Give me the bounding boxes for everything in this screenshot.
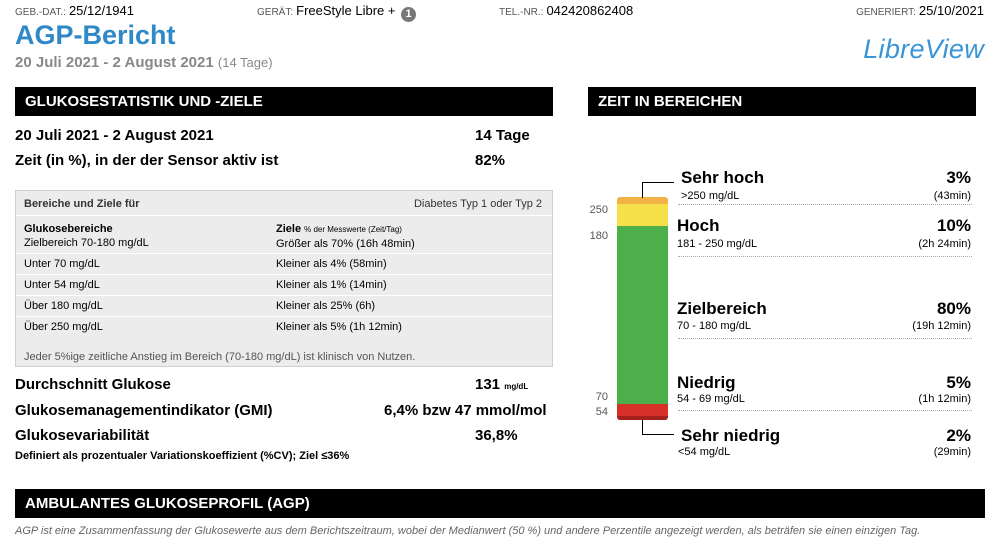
tir-percent: 80% (936, 299, 971, 318)
libreview-logo: LibreView (863, 34, 984, 64)
sensor-active-value: 82% (475, 152, 506, 169)
dotted-divider (678, 338, 972, 339)
range-cell: Über 250 mg/dL (24, 321, 103, 333)
tel-field (499, 3, 633, 19)
dotted-divider (678, 256, 972, 257)
goal-cell: Kleiner als 1% (14min) (276, 279, 387, 291)
avg-glucose-label: Durchschnitt Glukose (15, 376, 171, 393)
ranges-goals-table (15, 190, 553, 367)
table-row (16, 215, 552, 253)
ranges-title: Bereiche und Ziele für (24, 198, 140, 210)
connector-line (642, 434, 674, 435)
table-row (16, 316, 552, 337)
tir-label: Sehr niedrig (681, 426, 781, 445)
axis-tick-label: 54 (595, 406, 608, 418)
tir-duration: (19h 12min) (912, 320, 971, 332)
gmi-label: Glukosemanagementindikator (GMI) (15, 402, 273, 419)
report-date-range (15, 54, 273, 71)
tir-duration: (1h 12min) (918, 393, 971, 405)
table-row (16, 295, 552, 316)
tir-label: Hoch (677, 216, 720, 235)
dob-field (15, 3, 134, 19)
table-row (16, 274, 552, 295)
tir-percent: 5% (946, 373, 971, 392)
connector-line (642, 420, 643, 434)
time-in-range-bar (617, 197, 668, 420)
period-label: 20 Juli 2021 - 2 August 2021 (15, 127, 214, 144)
table-row (16, 253, 552, 274)
variability-label: Glukosevariabilität (15, 427, 150, 444)
tir-range: 70 - 180 mg/dL (677, 320, 751, 332)
ranges-note: Jeder 5%ige zeitliche Anstieg im Bereich (70-180 mg/dL) ist klinisch von Nutzen. (24, 351, 416, 363)
device-value: FreeStyle Libre + (296, 3, 396, 18)
tir-range: >250 mg/dL (681, 190, 740, 202)
generated-field (856, 3, 984, 19)
connector-line (642, 182, 643, 198)
segment-high (617, 204, 668, 226)
stats-section-header: GLUKOSESTATISTIK UND -ZIELE (15, 87, 553, 116)
sensor-active-label: Zeit (in %), in der der Sensor aktiv ist (15, 152, 279, 169)
segment-very-high (617, 197, 668, 204)
tir-range: 181 - 250 mg/dL (677, 238, 758, 250)
agp-section-header: AMBULANTES GLUKOSEPROFIL (AGP) (15, 489, 985, 518)
generated-value: 25/10/2021 (918, 3, 984, 18)
range-cell: Unter 54 mg/dL (24, 279, 100, 291)
gmi-value: 6,4% bzw 47 mmol/mol (384, 402, 547, 419)
agp-description: AGP ist eine Zusammenfassung der Glukosewerte aus dem Berichtszeitraum, wobei der Medianwert (50 %) und andere Perzentile angezeigt werden, als beträfen sie einen einzigen Tag. (15, 525, 921, 537)
avg-glucose-value (475, 376, 528, 393)
tir-label: Sehr hoch (681, 168, 765, 187)
tir-percent: 3% (946, 168, 971, 187)
tir-percent: 2% (946, 426, 971, 445)
tir-section-header: ZEIT IN BEREICHEN (588, 87, 976, 116)
goal-cell: Kleiner als 5% (1h 12min) (276, 321, 402, 333)
tir-range: <54 mg/dL (678, 446, 731, 458)
dob-value: 25/12/1941 (68, 3, 135, 18)
segment-low (617, 404, 668, 415)
tel-value: 042420862408 (546, 3, 634, 18)
device-field (257, 3, 416, 19)
axis-tick-label: 70 (595, 391, 608, 403)
tir-percent: 10% (936, 216, 971, 235)
col-header-ranges: Glukosebereiche (24, 223, 113, 235)
axis-tick-label: 250 (589, 204, 608, 216)
period-value: 14 Tage (475, 127, 530, 144)
tel-label: TEL.-NR.: (499, 7, 544, 18)
goal-cell: Kleiner als 4% (58min) (276, 258, 387, 270)
tir-label: Niedrig (677, 373, 736, 392)
col-header-goals: Ziele (276, 223, 302, 235)
device-count-badge[interactable]: 1 (401, 7, 416, 22)
date-range-text: 20 Juli 2021 - 2 August 2021 (15, 54, 214, 71)
dotted-divider (678, 410, 972, 411)
variability-value: 36,8% (475, 427, 518, 444)
segment-target (617, 226, 668, 404)
col-header-goals-note: % der Messwerte (Zeit/Tag) (304, 225, 402, 234)
dotted-divider (678, 204, 972, 205)
range-cell: Zielbereich 70-180 mg/dL (24, 237, 149, 249)
date-range-days: (14 Tage) (217, 55, 273, 70)
variability-note: Definiert als prozentualer Variationskoeffizient (%CV); Ziel ≤36% (15, 450, 350, 462)
dob-label: GEB.-DAT.: (15, 7, 66, 18)
report-title: AGP-Bericht (15, 20, 176, 50)
tir-range: 54 - 69 mg/dL (677, 393, 745, 405)
avg-glucose-number: 131 (475, 376, 501, 393)
generated-label: GENERIERT: (856, 7, 916, 18)
tir-label: Zielbereich (677, 299, 767, 318)
goal-cell: Kleiner als 25% (6h) (276, 300, 376, 312)
avg-glucose-unit: mg/dL (504, 382, 529, 391)
device-label: GERÄT: (257, 7, 294, 18)
range-cell: Unter 70 mg/dL (24, 258, 100, 270)
connector-line (642, 182, 674, 183)
goal-cell: Größer als 70% (16h 48min) (276, 238, 415, 250)
axis-tick-label: 180 (589, 230, 608, 242)
ranges-diabetes-type: Diabetes Typ 1 oder Typ 2 (413, 198, 542, 210)
range-cell: Über 180 mg/dL (24, 300, 103, 312)
tir-duration: (2h 24min) (918, 238, 971, 250)
tir-duration: (29min) (933, 446, 971, 458)
tir-duration: (43min) (933, 190, 971, 202)
